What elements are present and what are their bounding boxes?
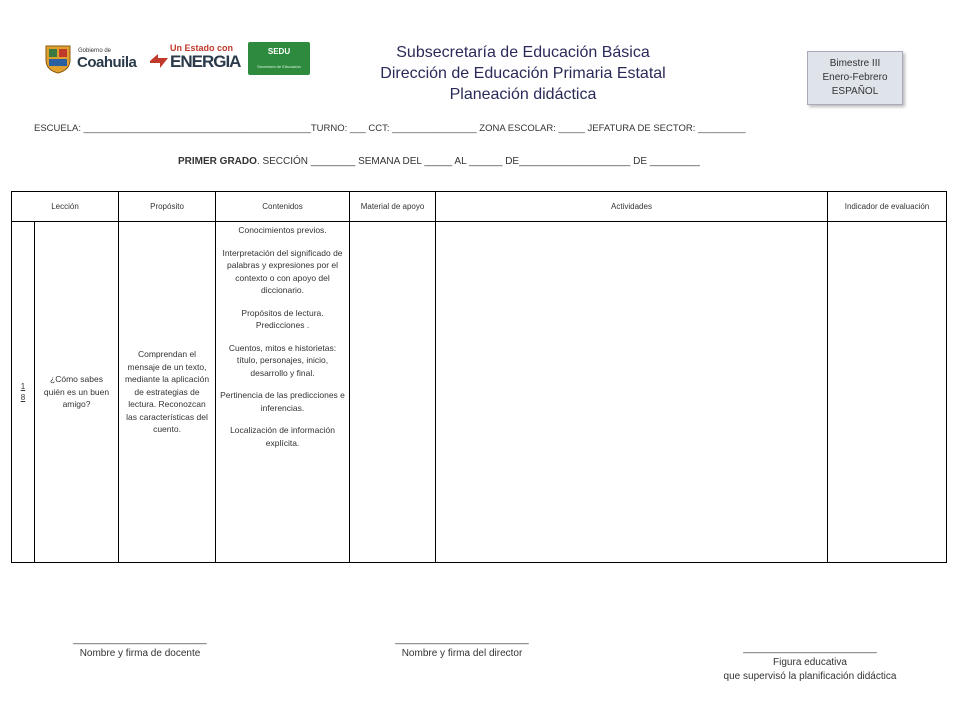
coahuila-shield-icon: [44, 44, 72, 74]
row-index-1: 1: [20, 382, 26, 391]
header-contenidos: Contenidos: [216, 192, 350, 222]
contenido-item: Pertinencia de las predicciones e inferencias.: [220, 390, 345, 413]
indicador-cell: [828, 222, 947, 563]
contenido-item: Cuentos, mitos e historietas: título, personajes, inicio, desarrollo y final.: [228, 342, 337, 378]
contenido-item: Localización de información explícita.: [230, 425, 335, 448]
table-row: [12, 222, 947, 563]
table-header-row: [12, 192, 947, 222]
material-cell: [350, 222, 436, 563]
sedu-sub-text: Secretaría de Educación: [257, 64, 301, 69]
leccion-cell: ¿Cómo sabes quién es un buen amigo?: [35, 222, 119, 563]
header-proposito: Propósito: [119, 192, 216, 222]
bimestre-box: [807, 51, 903, 105]
energia-logo: [148, 44, 242, 76]
bimestre-line-1: Bimestre III: [829, 58, 881, 69]
signature-figura-label-2: que supervisó la planificación didáctica: [723, 671, 897, 682]
energia-text: ENERGIA: [170, 52, 241, 71]
signature-line: ________________________: [395, 634, 529, 645]
header-material: Material de apoyo: [350, 192, 436, 222]
planning-table: [11, 191, 947, 563]
signature-figura: [690, 642, 930, 684]
energia-star-icon: [148, 52, 170, 70]
page-title: [350, 42, 696, 105]
grado-rest: . SECCIÓN ________ SEMANA DEL _____ AL ______ DE____________________ DE _________: [256, 156, 700, 167]
sedu-text: SEDU: [267, 47, 291, 56]
header-actividades: Actividades: [436, 192, 828, 222]
sedu-logo: [248, 42, 310, 75]
contenido-item: Interpretación del significado de palabras y expresiones por el contexto o con apoyo del diccionario.: [222, 247, 343, 295]
title-line-1: Subsecretaría de Educación Básica: [396, 44, 650, 61]
contenido-item: Conocimientos previos.: [238, 225, 327, 235]
actividades-cell: [436, 222, 828, 563]
proposito-cell: Comprendan el mensaje de un texto, mediante la aplicación de estrategias de lectura. Reconozcan las características del cuento.: [119, 222, 216, 563]
logos: [44, 42, 310, 76]
bimestre-line-3: ESPAÑOL: [831, 86, 879, 97]
row-index-2: 8: [20, 393, 26, 402]
escuela-line: ESCUELA: ___________________________________________TURNO: ___ CCT: ________________ ZONA ESCOLAR: _____ JEFATURA DE SECTOR: _________: [34, 123, 746, 134]
signature-line: ________________________: [743, 643, 877, 654]
signature-docente: [50, 633, 230, 661]
title-line-3: Planeación didáctica: [449, 86, 597, 103]
header-leccion: Lección: [12, 192, 119, 222]
signature-director-label: Nombre y firma del director: [401, 648, 523, 659]
energia-top-text: Un Estado con: [170, 43, 234, 53]
grado-line: [178, 156, 818, 167]
signature-figura-label-1: Figura educativa: [773, 657, 847, 668]
signature-director: [372, 633, 552, 661]
coahuila-small-text: Gobierno de: [78, 48, 112, 54]
bimestre-line-2: Enero-Febrero: [822, 72, 888, 83]
signature-line: ________________________: [73, 634, 207, 645]
header-indicador: Indicador de evaluación: [828, 192, 947, 222]
contenido-item: Propósitos de lectura. Predicciones .: [241, 307, 324, 330]
title-line-2: Dirección de Educación Primaria Estatal: [380, 65, 666, 82]
signature-docente-label: Nombre y firma de docente: [79, 648, 201, 659]
coahuila-logo: [44, 44, 142, 76]
coahuila-text: Coahuila: [77, 54, 137, 71]
contenidos-cell: [216, 222, 350, 563]
row-index-cell: [12, 222, 35, 563]
grado-label: PRIMER GRADO: [178, 156, 257, 167]
